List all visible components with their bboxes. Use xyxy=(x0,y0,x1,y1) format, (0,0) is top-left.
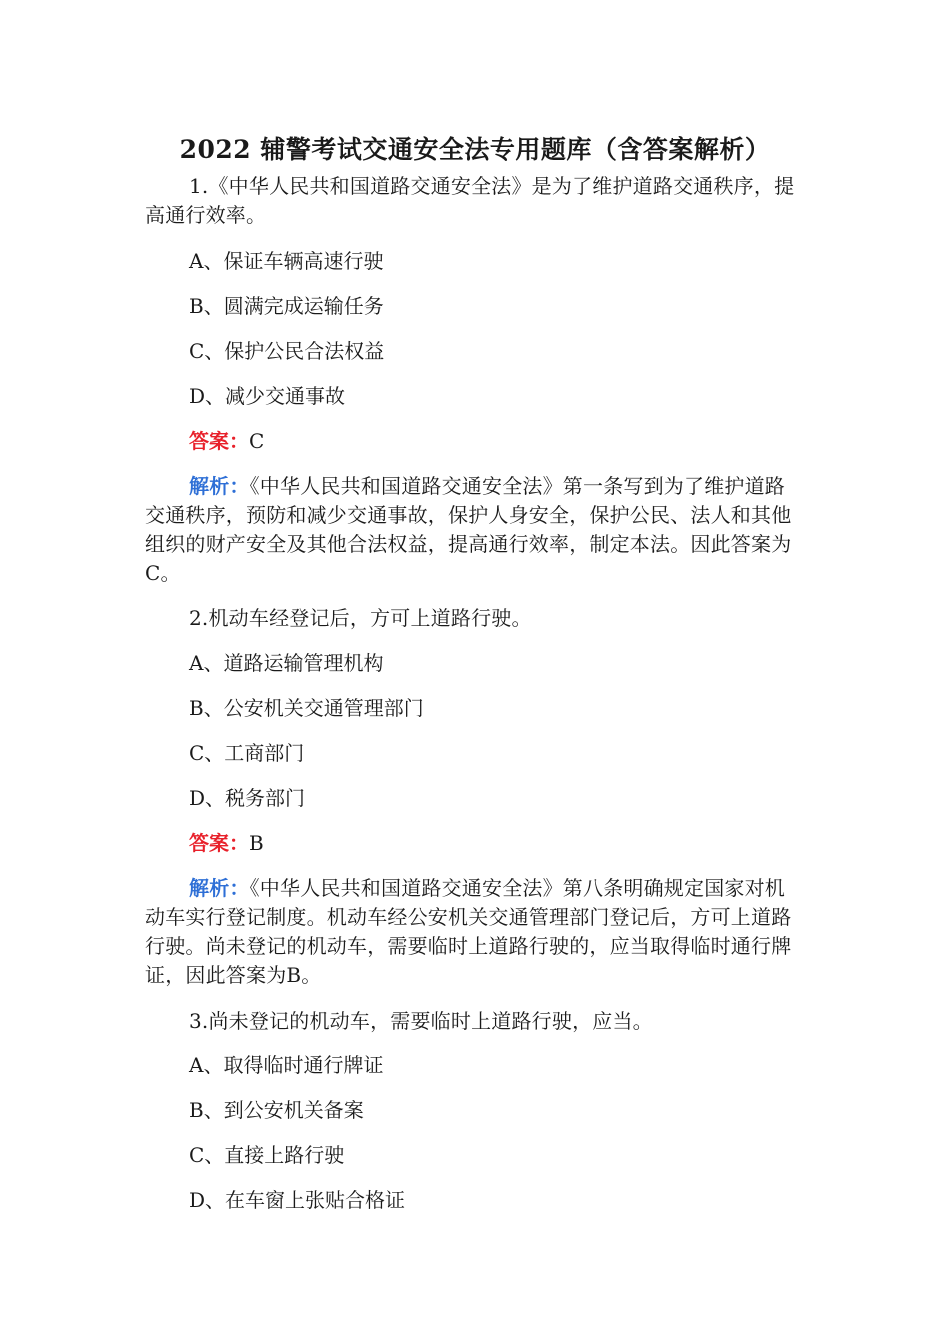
question-2-option-c: C、工商部门 xyxy=(189,741,305,765)
question-2-option-d: D、税务部门 xyxy=(189,786,306,810)
explanation-label: 解析： xyxy=(189,876,250,900)
question-3-stem: 3.尚未登记的机动车，需要临时上道路行驶，应当。 xyxy=(189,1009,653,1033)
answer-value: C xyxy=(249,429,265,453)
question-2-stem: 2.机动车经登记后，方可上道路行驶。 xyxy=(189,606,532,630)
question-1-option-b: B、圆满完成运输任务 xyxy=(189,294,384,318)
answer-label: 答案： xyxy=(189,831,249,855)
question-2-option-b: B、公安机关交通管理部门 xyxy=(189,696,424,720)
question-1-explanation xyxy=(145,472,805,588)
question-1-stem: 1.《中华人民共和国道路交通安全法》是为了维护道路交通秩序，提高通行效率。 xyxy=(145,174,795,227)
question-3-option-a: A、取得临时通行牌证 xyxy=(189,1053,384,1077)
question-1-option-c: C、保护公民合法权益 xyxy=(189,339,385,363)
question-2-answer xyxy=(189,829,264,858)
question-1-answer xyxy=(189,427,264,456)
answer-label: 答案： xyxy=(189,429,249,453)
answer-value: B xyxy=(249,831,264,855)
explanation-text: 《中华人民共和国道路交通安全法》第一条写到为了维护道路交通秩序，预防和减少交通事故，保护人身安全，保护公民、法人和其他组织的财产安全及其他合法权益，提高通行效率，制定本法。因此答案为C。 xyxy=(145,474,792,585)
question-1-option-a: A、保证车辆高速行驶 xyxy=(189,249,384,273)
question-2-option-a: A、道路运输管理机构 xyxy=(189,651,384,675)
explanation-label: 解析： xyxy=(189,474,250,498)
explanation-text: 《中华人民共和国道路交通安全法》第八条明确规定国家对机动车实行登记制度。机动车经公安机关交通管理部门登记后，方可上道路行驶。尚未登记的机动车，需要临时上道路行驶的，应当取得临时通行牌证，因此答案为B。 xyxy=(145,876,792,987)
question-3-option-c: C、直接上路行驶 xyxy=(189,1143,345,1167)
question-1-option-d: D、减少交通事故 xyxy=(189,384,346,408)
question-2-explanation xyxy=(145,874,805,990)
document-title: 2022 辅警考试交通安全法专用题库（含答案解析） xyxy=(179,135,771,164)
question-3-option-b: B、到公安机关备案 xyxy=(189,1098,364,1122)
question-3-option-d: D、在车窗上张贴合格证 xyxy=(189,1188,406,1212)
